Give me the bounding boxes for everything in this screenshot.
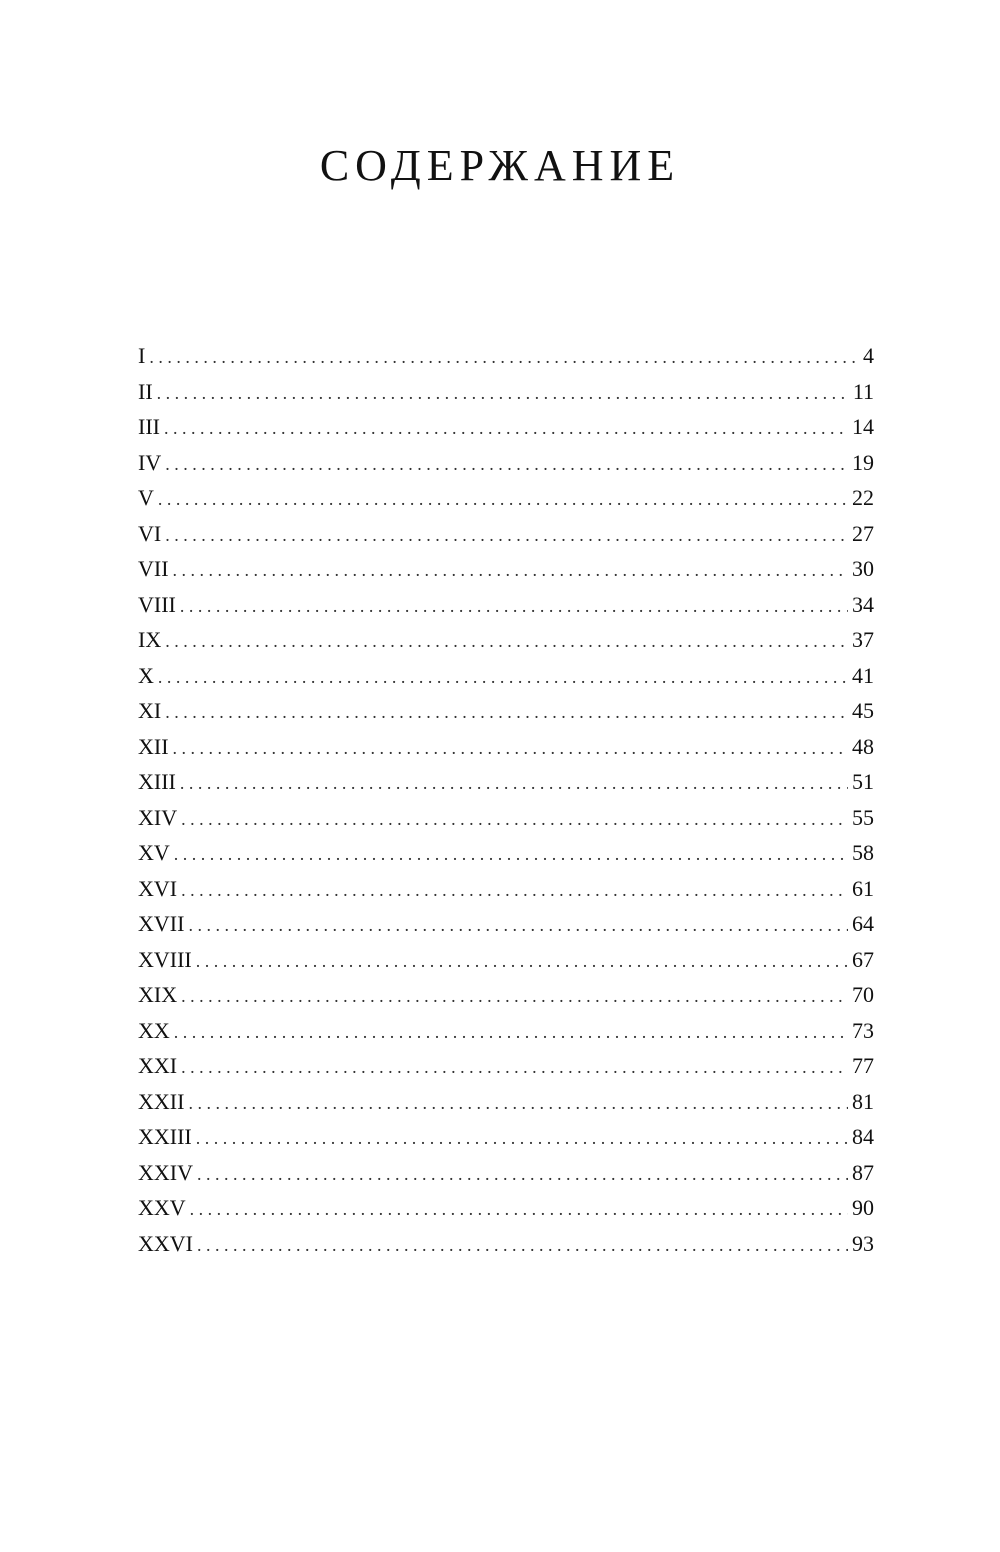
toc-entry-label: XXI bbox=[138, 1053, 178, 1078]
toc-dot-leader bbox=[165, 518, 848, 552]
toc-dot-leader bbox=[157, 376, 849, 410]
toc-entry bbox=[138, 764, 874, 800]
toc-entry-page: 73 bbox=[852, 1017, 874, 1043]
toc-entry bbox=[138, 1013, 874, 1049]
toc-dot-leader bbox=[190, 1192, 848, 1226]
toc-entry-label: VI bbox=[138, 520, 162, 546]
toc-entry-page: 67 bbox=[852, 946, 874, 972]
toc-entry bbox=[138, 445, 874, 481]
toc-dot-leader bbox=[165, 695, 848, 729]
toc-entry-page: 55 bbox=[852, 804, 874, 830]
toc-entry-label: XI bbox=[138, 698, 162, 723]
toc-entry bbox=[138, 658, 874, 694]
toc-entry-page: 48 bbox=[852, 733, 874, 759]
toc-dot-leader bbox=[181, 979, 848, 1013]
toc-dot-leader bbox=[158, 660, 848, 694]
toc-entry bbox=[138, 587, 874, 623]
toc-entry bbox=[138, 871, 874, 907]
table-of-contents bbox=[138, 338, 874, 1261]
toc-entry-page: 22 bbox=[852, 485, 874, 510]
toc-dot-leader bbox=[196, 944, 848, 978]
toc-dot-leader bbox=[180, 766, 848, 800]
toc-entry-label: XIII bbox=[138, 769, 176, 794]
toc-entry-label: XVIII bbox=[138, 946, 192, 972]
toc-dot-leader bbox=[188, 908, 848, 942]
toc-entry bbox=[138, 1226, 874, 1262]
toc-entry bbox=[138, 906, 874, 942]
toc-entry bbox=[138, 338, 874, 374]
toc-entry-label: III bbox=[138, 414, 160, 439]
toc-dot-leader bbox=[149, 340, 859, 374]
toc-entry-page: 11 bbox=[852, 378, 874, 404]
toc-entry-page: 77 bbox=[852, 1053, 874, 1078]
toc-entry bbox=[138, 1084, 874, 1120]
toc-entry-page: 51 bbox=[852, 769, 874, 794]
toc-entry bbox=[138, 409, 874, 445]
toc-entry-page: 61 bbox=[852, 875, 874, 901]
toc-entry-label: XXII bbox=[138, 1088, 185, 1114]
toc-entry-label: II bbox=[138, 378, 153, 404]
toc-entry-page: 19 bbox=[852, 449, 874, 475]
toc-entry bbox=[138, 516, 874, 552]
toc-entry bbox=[138, 977, 874, 1013]
toc-entry bbox=[138, 374, 874, 410]
toc-entry bbox=[138, 1190, 874, 1226]
toc-entry-page: 70 bbox=[852, 982, 874, 1007]
toc-entry-page: 64 bbox=[852, 911, 874, 936]
toc-dot-leader bbox=[181, 873, 848, 907]
toc-entry bbox=[138, 1048, 874, 1084]
toc-entry-page: 58 bbox=[852, 840, 874, 865]
toc-entry-label: XIX bbox=[138, 982, 178, 1007]
toc-entry-label: XVII bbox=[138, 911, 185, 936]
toc-entry bbox=[138, 480, 874, 516]
toc-entry bbox=[138, 1119, 874, 1155]
toc-entry-page: 45 bbox=[852, 698, 874, 723]
toc-entry bbox=[138, 622, 874, 658]
toc-entry bbox=[138, 551, 874, 587]
toc-entry-label: XVI bbox=[138, 875, 178, 901]
toc-entry-label: VII bbox=[138, 556, 169, 581]
toc-entry-label: X bbox=[138, 662, 154, 688]
toc-entry-page: 90 bbox=[852, 1195, 874, 1220]
toc-entry-page: 81 bbox=[852, 1088, 874, 1114]
toc-dot-leader bbox=[165, 624, 848, 658]
toc-dot-leader bbox=[158, 482, 848, 516]
toc-dot-leader bbox=[197, 1157, 848, 1191]
toc-entry bbox=[138, 693, 874, 729]
toc-entry-page: 84 bbox=[852, 1124, 874, 1149]
toc-dot-leader bbox=[197, 1228, 848, 1262]
toc-dot-leader bbox=[188, 1086, 848, 1120]
toc-entry-label: VIII bbox=[138, 591, 176, 617]
toc-entry-label: V bbox=[138, 485, 154, 510]
toc-entry bbox=[138, 800, 874, 836]
toc-entry-page: 37 bbox=[852, 627, 874, 652]
toc-entry-label: I bbox=[138, 343, 146, 368]
toc-entry-label: XXV bbox=[138, 1195, 186, 1220]
toc-entry-label: IV bbox=[138, 449, 162, 475]
toc-dot-leader bbox=[181, 802, 848, 836]
page-title: СОДЕРЖАНИЕ bbox=[319, 141, 681, 190]
toc-dot-leader bbox=[164, 411, 848, 445]
toc-entry-page: 30 bbox=[852, 556, 874, 581]
toc-entry-page: 87 bbox=[852, 1159, 874, 1185]
toc-entry bbox=[138, 942, 874, 978]
toc-entry-page: 4 bbox=[863, 343, 874, 368]
toc-entry bbox=[138, 835, 874, 871]
toc-dot-leader bbox=[174, 1015, 848, 1049]
toc-entry-label: XXIII bbox=[138, 1124, 192, 1149]
toc-entry-label: XX bbox=[138, 1017, 170, 1043]
toc-entry-page: 14 bbox=[852, 414, 874, 439]
toc-dot-leader bbox=[196, 1121, 848, 1155]
toc-entry-page: 93 bbox=[852, 1230, 874, 1256]
toc-entry bbox=[138, 1155, 874, 1191]
toc-dot-leader bbox=[173, 731, 848, 765]
toc-dot-leader bbox=[173, 553, 848, 587]
toc-entry-label: XXVI bbox=[138, 1230, 193, 1256]
toc-entry bbox=[138, 729, 874, 765]
toc-entry-page: 27 bbox=[852, 520, 874, 546]
toc-dot-leader bbox=[165, 447, 848, 481]
toc-entry-label: XXIV bbox=[138, 1159, 193, 1185]
toc-dot-leader bbox=[174, 837, 848, 871]
toc-entry-label: XV bbox=[138, 840, 170, 865]
toc-entry-label: XII bbox=[138, 733, 169, 759]
toc-entry-page: 41 bbox=[852, 662, 874, 688]
toc-entry-page: 34 bbox=[852, 591, 874, 617]
toc-dot-leader bbox=[180, 589, 848, 623]
toc-dot-leader bbox=[181, 1050, 848, 1084]
toc-entry-label: XIV bbox=[138, 804, 178, 830]
toc-entry-label: IX bbox=[138, 627, 162, 652]
